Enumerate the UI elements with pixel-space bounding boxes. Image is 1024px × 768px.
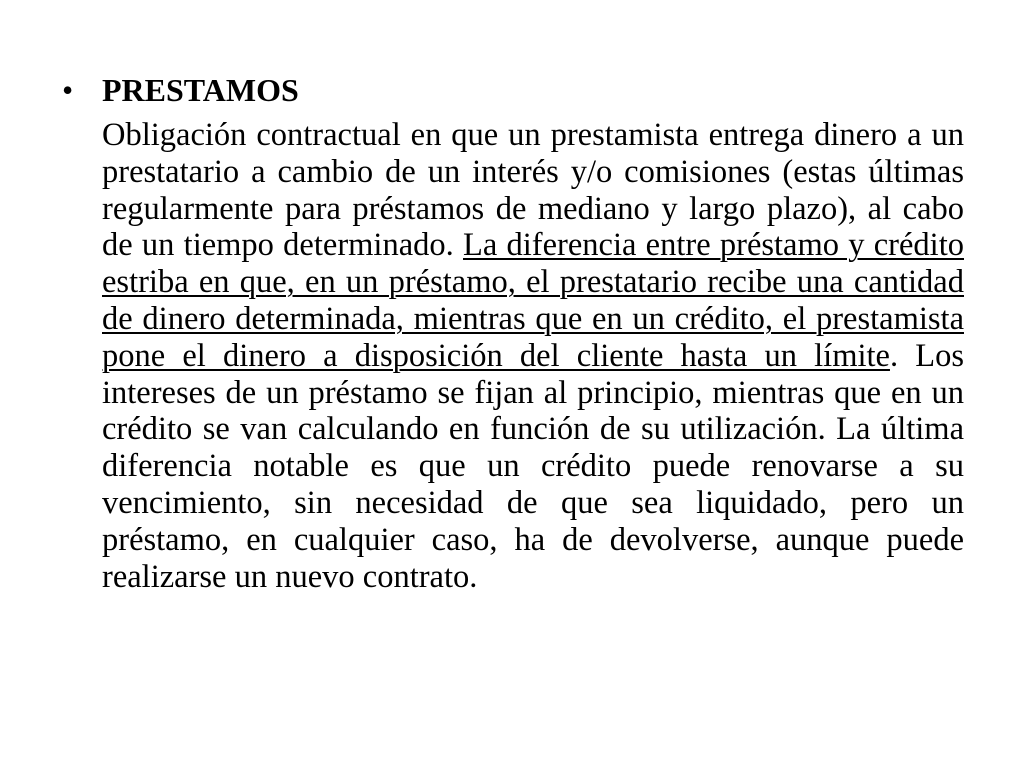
bullet-item — [62, 70, 299, 110]
paragraph-rest: . Los intereses de un préstamo se fijan al principio, mientras que en un crédito se van calculando en función de su utilización. La última diferencia notable es que un crédito puede renovarse a su vencimiento, sin necesidad de que sea liquidado, pero un préstamo, en cualquier caso, ha de devolverse, aunque puede realizarse un nuevo contrato. — [102, 337, 964, 595]
heading-prestamos: PRESTAMOS — [102, 72, 299, 108]
bullet-icon: • — [62, 72, 74, 108]
definition-paragraph — [102, 117, 964, 595]
paragraph-underlined-text: La diferencia entre préstamo y crédito estriba en que, en un préstamo, el prestatario recibe una cantidad de dinero determinada, mientras que en un crédito, el prestamista pone el dinero a disposición del cliente hasta un límite — [102, 227, 964, 374]
paragraph-intro: Obligación contractual en que un prestamista entrega dinero a un prestatario a cambio de un interés y/o comisiones (estas últimas regularmente para préstamos de mediano y largo plazo), al cabo de un tiempo determinado. — [102, 117, 964, 264]
